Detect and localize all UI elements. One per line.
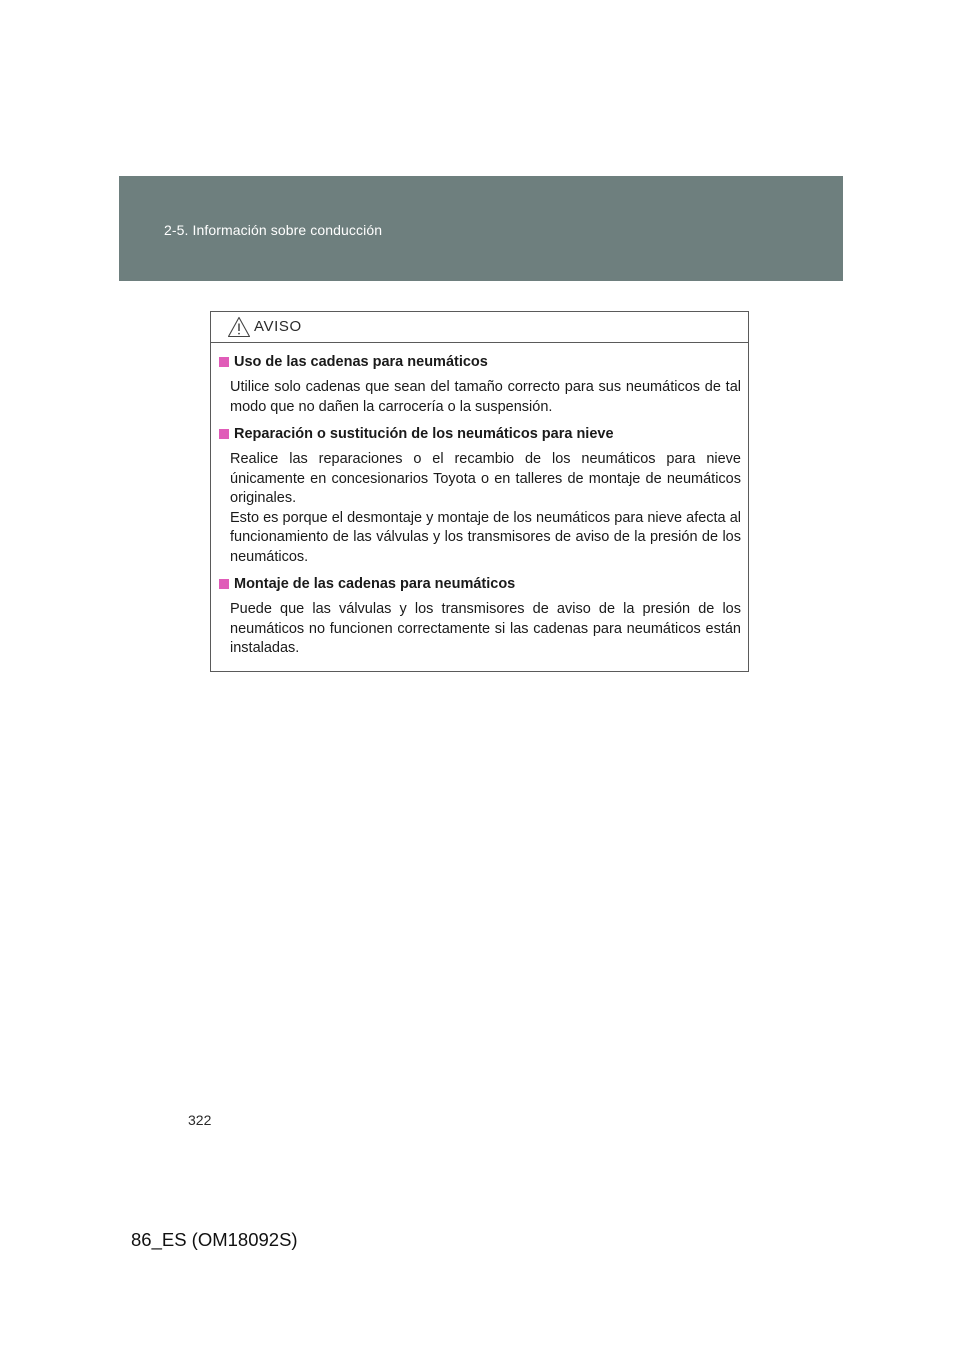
warning-triangle-icon — [227, 316, 251, 338]
warning-item-text — [230, 450, 741, 567]
warning-item-text — [230, 378, 741, 417]
warning-paragraph: Utilice solo cadenas que sean del tamaño correcto para sus neumáticos de tal modo que no dañen la carrocería o la suspensión. — [230, 379, 741, 415]
warning-body — [211, 343, 748, 659]
warning-paragraph: Esto es porque el desmontaje y montaje de los neumáticos para nieve afecta al funcionamiento de las válvulas y los transmisores de aviso de la presión de los neumáticos. — [230, 509, 741, 565]
section-header-band — [119, 176, 843, 281]
square-bullet-icon — [219, 429, 229, 439]
page-number: 322 — [188, 1112, 212, 1128]
warning-header — [211, 312, 748, 343]
warning-title: AVISO — [254, 318, 302, 335]
square-bullet-icon — [219, 357, 229, 367]
warning-item-heading-text: Reparación o sustitución de los neumáticos para nieve — [234, 426, 614, 442]
warning-item-heading — [219, 354, 741, 370]
warning-item-tire-chains-mounting — [219, 576, 741, 659]
warning-item-heading-text: Montaje de las cadenas para neumáticos — [234, 576, 516, 592]
warning-paragraph: Puede que las válvulas y los transmisores de aviso de la presión de los neumáticos no funcionen correctamente si las cadenas para neumáticos están instaladas. — [230, 601, 741, 656]
warning-item-text — [230, 600, 741, 659]
warning-item-tire-chains-use — [219, 354, 741, 417]
warning-item-heading — [219, 576, 741, 592]
section-title: 2-5. Información sobre conducción — [164, 222, 383, 238]
warning-item-heading-text: Uso de las cadenas para neumáticos — [234, 354, 488, 370]
document-code: 86_ES (OM18092S) — [131, 1229, 298, 1250]
warning-item-heading — [219, 426, 741, 442]
square-bullet-icon — [219, 579, 229, 589]
warning-box — [210, 311, 749, 672]
warning-item-snow-tire-repair — [219, 426, 741, 567]
warning-paragraph: Realice las reparaciones o el recambio de los neumáticos para nieve únicamente en concesionarios Toyota o en talleres de montaje de neumáticos originales. — [230, 451, 741, 506]
